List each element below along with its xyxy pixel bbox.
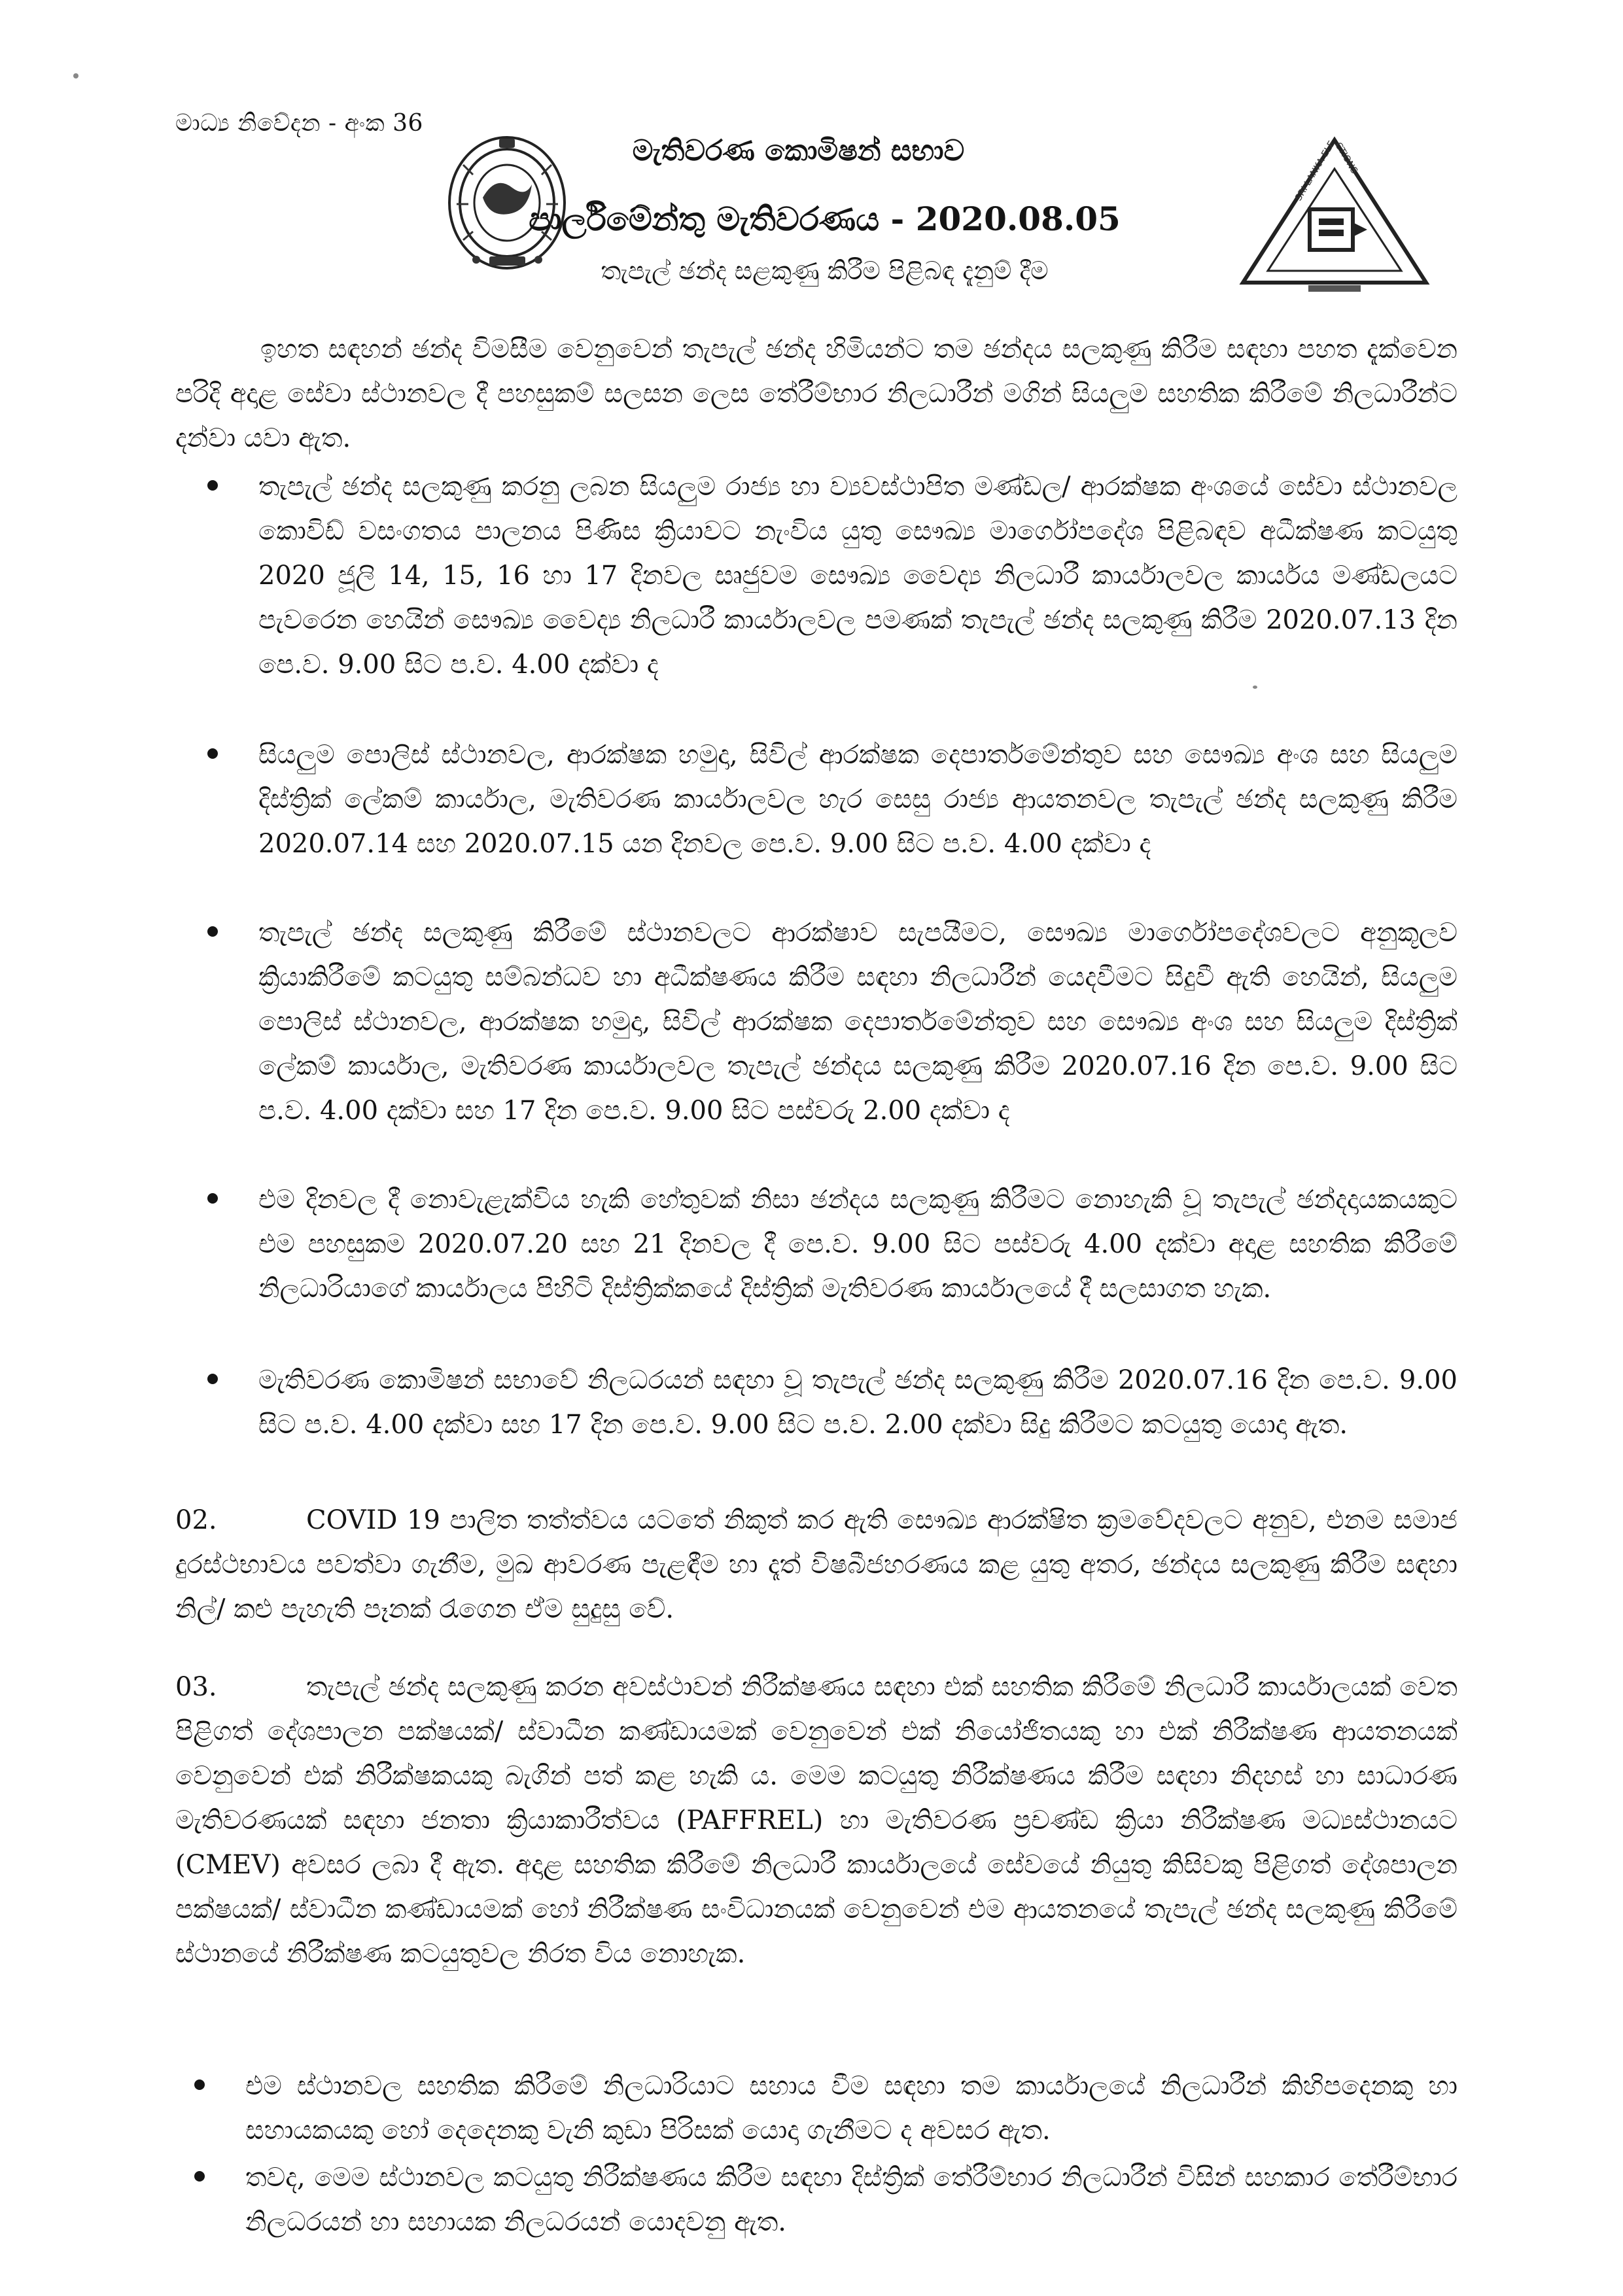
list-item-text: සියලුම පොලිස් ස්ථානවල, ආරක්ෂක හමුදා, සිවිල් ආරක්ෂක දෙපාර්තමේන්තුව සහ සෞඛ්‍ය අංශ සහ සියලුම දිස්ත්‍රික් ලේකම් කාර්යාල, මැතිවරණ කාර්යාලවල හැර සෙසු රාජ්‍ය ආයතනවල තැපැල් ඡන්ද සලකුණු කිරීම 2020.07.14 සහ 2020.07.15 යන දිනවල පෙ.ව. 9.00 සිට ප.ව. 4.00 දක්වා ද	[258, 740, 1457, 859]
bullet-icon	[207, 926, 218, 937]
list-item	[258, 1358, 1457, 1447]
list-item-text: තැපැල් ඡන්ද සලකුණු කිරීමේ ස්ථානවලට ආරක්ෂාව සැපයීමට, සෞඛ්‍ය මාර්ගෝපදේශවලට අනුකූලව ක්‍රියාකිරීමේ කටයුතු සම්බන්ධව හා අධීක්ෂණය කිරීම සඳහා නිලධාරීන් යෙදවීමට සිදුවී ඇති හෙයින්, සියලුම පොලිස් ස්ථානවල, ආරක්ෂක හමුදා, සිවිල් ආරක්ෂක දෙපාර්තමේන්තුව සහ සෞඛ්‍ය අංශ සහ සියලුම දිස්ත්‍රික් ලේකම් කාර්යාල, මැතිවරණ කාර්යාලවල තැපැල් ඡන්දය සලකුණු කිරීම 2020.07.16 දින පෙ.ව. 9.00 සිට ප.ව. 4.00 දක්වා සහ 17 දින පෙ.ව. 9.00 සිට පස්වරු 2.00 දක්වා ද	[258, 918, 1457, 1126]
list-item	[245, 2155, 1457, 2244]
bullet-icon	[194, 2079, 205, 2090]
scan-speck	[73, 73, 79, 78]
bullet-icon	[207, 1193, 218, 1204]
list-item	[258, 1177, 1457, 1311]
list-item-text: එම ස්ථානවල සහතික කිරීමේ නිලධාරියාට සහාය වීම සඳහා තම කාර්යාලයේ නිලධාරීන් කිහිපදෙනකු හා සහායකයකු හෝ දෙදෙනකු වැනි කුඩා පිරිසක් යොදා ගැනීමට ද අවසර ඇත.	[245, 2071, 1457, 2146]
list-item-text: තැපැල් ඡන්ද සලකුණු කරනු ලබන සියලුම රාජ්‍ය හා ව්‍යවස්ථාපිත මණ්ඩල/ ආරක්ෂක අංශයේ සේවා ස්ථානවල කොවිඩ් වසංගතය පාලනය පිණිස ක්‍රියාවට නැංවිය යුතු සෞඛ්‍ය මාර්ගෝපදේශ පිළිබඳව අධීක්ෂණ කටයුතු 2020 ජූලි 14, 15, 16 හා 17 දිනවල සෘජුවම සෞඛ්‍ය වෛද්‍ය නිලධාරී කාර්යාලවල කාර්යය මණ්ඩලයට පැවරෙන හෙයින් සෞඛ්‍ය වෛද්‍ය නිලධාරී කාර්යාලවල පමණක් තැපැල් ඡන්ද සලකුණු කිරීම 2020.07.13 දින පෙ.ව. 9.00 සිට ප.ව. 4.00 දක්වා ද	[258, 472, 1457, 680]
bullet-icon	[207, 748, 218, 759]
intro-paragraph: ඉහත සඳහන් ඡන්ද විමසීම වෙනුවෙන් තැපැල් ඡන්ද හිමියන්ට තම ඡන්දය සලකුණු කිරීම සඳහා පහත දැක්වෙන පරිදි අදාළ සේවා ස්ථානවල දී පහසුකම් සලසන ලෙස තේරීම්භාර නිලධාරීන් මගින් සියලුම සහතික කිරීමේ නිලධාරීන්ට දන්වා යවා ඇත.	[175, 334, 1457, 453]
release-number: මාධ්‍ය නිවේදන - අංක 36	[175, 110, 423, 137]
list-item	[258, 464, 1457, 687]
list-item-text: එම දිනවල දී නොවැළැක්විය හැකි හේතුවක් නිසා ඡන්දය සලකුණු කිරීමට නොහැකි වූ තැපැල් ඡන්දදායකයකුට එම පහසුකම 2020.07.20 සහ 21 දිනවල දී පෙ.ව. 9.00 සිට පස්වරු 4.00 දක්වා අදාළ සහතික කිරීමේ නිලධාරියාගේ කාර්යාලය පිහිටි දිස්ත්‍රික්කයේ දිස්ත්‍රික් මැතිවරණ කාර්යාලයේ දී සලසාගත හැක.	[258, 1185, 1457, 1304]
organization-title: මැතිවරණ කොමිෂන් සභාව	[632, 134, 965, 167]
list-item-text: තවද, මෙම ස්ථානවල කටයුතු නිරීක්ෂණය කිරීම සඳහා දිස්ත්‍රික් තේරීම්භාර නිලධාරීන් විසින් සහකාර තේරීම්භාර නිලධරයන් හා සහායක නිලධරයන් යොදවනු ඇත.	[245, 2163, 1457, 2237]
bullet-icon	[207, 480, 218, 491]
scan-speck	[1253, 686, 1257, 689]
paragraph-text: තැපැල් ඡන්ද සලකුණු කරන අවස්ථාවන් නිරීක්ෂණය සඳහා එක් සහතික කිරීමේ නිලධාරී කාර්යාලයක් වෙත පිළිගත් දේශපාලන පක්ෂයක්/ ස්වාධීන කණ්ඩායමක් වෙනුවෙන් එක් නියෝජිතයකු හා එක් නිරීක්ෂණ ආයතනයක් වෙනුවෙන් එක් නිරීක්ෂකයකු බැගින් පත් කළ හැකි ය. මෙම කටයුතු නිරීක්ෂණය කිරීම සඳහා නිදහස් හා සාධාරණ මැතිවරණයක් සඳහා ජනතා ක්‍රියාකාරීත්වය (PAFFREL) හා මැතිවරණ ප්‍රචණ්ඩ ක්‍රියා නිරීක්ෂණ මධ්‍යස්ථානයට (CMEV) අවසර ලබා දී ඇත. අදාළ සහතික කිරීමේ නිලධාරී කාර්යාලයේ සේවයේ නියුතු කිසිවකු පිළිගත් දේශපාලන පක්ෂයක්/ ස්වාධීන කණ්ඩායමක් හෝ නිරීක්ෂණ සංවිධානයක් වෙනුවෙන් එම ආයතනයේ තැපැල් ඡන්ද සලකුණු කිරීමේ ස්ථානයේ නිරීක්ෂණ කටයුතුවල නිරත විය නොහැක.	[175, 1672, 1457, 1969]
paragraph-text: COVID 19 පාලිත තත්ත්වය යටතේ නිකුත් කර ඇති සෞඛ්‍ය ආරක්ෂිත ක්‍රමවේදවලට අනුව, එනම සමාජ දුරස්ථභාවය පවත්වා ගැනීම, මුඛ ආවරණ පැළඳීම හා දෑත් විෂබීජහරණය කළ යුතු අතර, ඡන්දය සලකුණු කිරීම සඳහා නිල්/ කළු පැහැති පෑනක් රැගෙන ඒම සුදුසු වේ.	[175, 1505, 1457, 1624]
paragraph-number: 02.	[175, 1505, 217, 1535]
svg-text:SRI LANKA ELECTIONS: SRI LANKA ELECTIONS	[1293, 139, 1360, 203]
paragraph-number: 03.	[175, 1672, 217, 1702]
list-item	[258, 911, 1457, 1133]
list-item-text: මැතිවරණ කොමිෂන් සභාවේ නිලධරයන් සඳහා වූ තැපැල් ඡන්ද සලකුණු කිරීම 2020.07.16 දින පෙ.ව. 9.00 සිට ප.ව. 4.00 දක්වා සහ 17 දින පෙ.ව. 9.00 සිට ප.ව. 2.00 දක්වා සිදු කිරීමට කටයුතු යොදා ඇත.	[258, 1365, 1457, 1440]
election-title: පාර්ලිමේන්තු මැතිවරණය - 2020.08.05	[529, 200, 1121, 238]
elections-commission-logo-icon	[1230, 131, 1439, 301]
paragraph-03	[175, 1665, 1457, 1976]
notice-subject: තැපැල් ඡන්ද සළකුණු කිරීම පිළිබඳ දැනුම් දීම	[601, 256, 1049, 285]
list-item	[258, 733, 1457, 866]
paragraph-02	[175, 1498, 1457, 1631]
bullet-icon	[194, 2171, 205, 2182]
list-item	[245, 2064, 1457, 2153]
bullet-icon	[207, 1374, 218, 1384]
